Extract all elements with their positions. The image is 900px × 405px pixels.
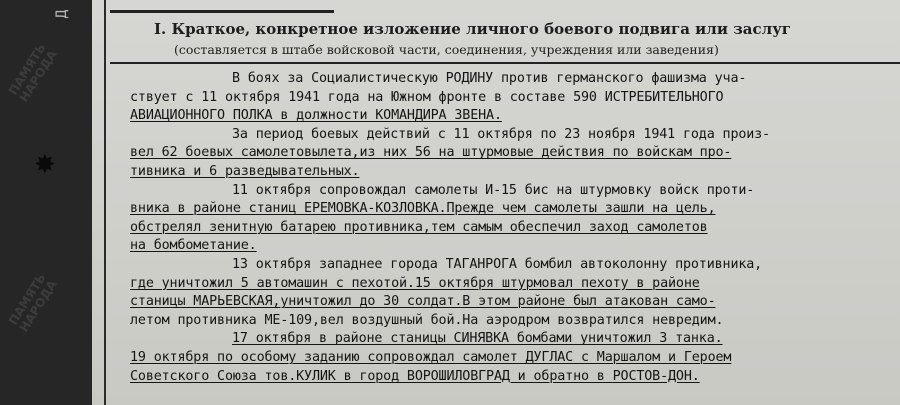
text-line: летом противника МЕ-109,вел воздушный бой.На аэродром возвратился невредим. [130,312,724,328]
left-margin-strip [0,0,92,405]
text-line: 19 октября по особому заданию сопровождал самолет ДУГЛАС с Маршалом и Героем [130,349,732,365]
text-line: на бомбометание. [130,238,257,254]
text-line: где уничтожил 5 автомашин с пехотой.15 октября штурмовал пехоту в районе [130,275,700,291]
text-line: обстрелял зенитную батарею противника,тем самым обеспечил заход самолетов [130,219,708,235]
text-line: Советского Союза тов.КУЛИК в город ВОРОШИЛОВГРАД и обратно в РОСТОВ-ДОН. [130,368,700,384]
text-line: 11 октября сопровождал самолеты И-15 бис на штурмовку войск проти- [232,182,755,198]
top-rule [110,10,334,13]
section-subtitle: (составляется в штабе войсковой части, соединения, учреждения или заведения) [174,42,719,57]
star-icon: ✸ [34,150,56,180]
text-line: За период боевых действий с 11 октября по 23 ноября 1941 года произ- [232,126,771,142]
text-line: 13 октября западнее города ТАГАНРОГА бомбил автоколонну противника, [232,256,763,272]
text-line: ствует с 11 октября 1941 года на Южном фронте в составе 590 ИСТРЕБИТЕЛЬНОГО [130,89,724,105]
paper-sheet [92,0,900,405]
text-line: АВИАЦИОННОГО ПОЛКА в должности КОМАНДИРА ЗВЕНА. [130,108,502,124]
title-rule [110,62,900,64]
watermark-logo-top: ПАМЯТЬ НАРОДА [5,41,60,105]
text-line: В боях за Социалистическую РОДИНУ против германского фашизма уча- [232,71,747,86]
typed-text [130,70,900,386]
watermark-logo-bottom: ПАМЯТЬ НАРОДА [5,271,60,335]
text-line: тивника и 6 разведывательных. [130,163,360,179]
text-line: станицы МАРЬЕВСКАЯ,уничтожил до 30 солдат.В этом районе был атакован само- [130,294,716,310]
section-title: I. Краткое, конкретное изложение личного боевого подвига или заслуг [154,20,791,38]
text-line: вел 62 боевых самолетовылета,из них 56 на штурмовые действия по войскам про- [130,145,732,161]
text-line: 17 октября в районе станицы СИНЯВКА бомбами уничтожил 3 танка. [232,331,723,347]
margin-rule [104,0,106,405]
margin-letter: Д [54,9,71,19]
text-line: вника в районе станиц ЕРЕМОВКА-КОЗЛОВКА.Прежде чем самолеты зашли на цель, [130,201,716,217]
